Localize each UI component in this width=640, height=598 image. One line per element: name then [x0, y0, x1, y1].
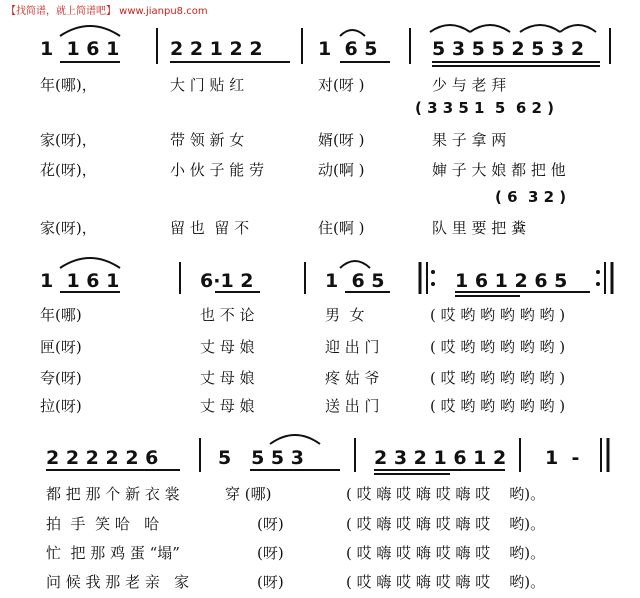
s1-l1-d: 少 与 老 拜 [432, 76, 507, 94]
s2-measure-2: 6·1 2 [200, 270, 254, 292]
s2-l3-b: 丈 母 娘 [200, 369, 255, 387]
s1-l1-b: 大 门 贴 红 [170, 76, 245, 94]
s1-l4-a: 家(呀)， [40, 219, 97, 237]
s2-l2-b: 丈 母 娘 [200, 338, 255, 356]
s2-l1-d: ( 哎 哟 哟 哟 哟 哟 ) [430, 306, 566, 324]
watermark: 【找简谱，就上简谱吧】 www.jianpu8.com [6, 6, 208, 17]
s2-l4-c: 送 出 门 [325, 397, 380, 415]
s2-l3-c: 疼 姑 爷 [325, 369, 380, 387]
s2-l1-c: 男 女 [325, 306, 365, 324]
s2-l1-a: 年(哪) [40, 306, 82, 324]
s1-measure-3: 1 6 5 [318, 38, 378, 60]
s3-l1-a: 都 把 那 个 新 衣 裳 [46, 485, 180, 503]
s1-alt-notes-2: ( 6 3 2 ) [495, 188, 567, 206]
s2-l2-c: 迎 出 门 [325, 338, 380, 356]
s1-l2-a: 家(呀)， [40, 131, 97, 149]
s1-l4-b: 留 也 留 不 [170, 219, 250, 237]
s3-l4-b: (呀) [257, 573, 284, 591]
s1-l2-b: 带 领 新 女 [170, 131, 245, 149]
s2-l4-a: 拉(呀) [40, 397, 82, 415]
s2-l3-d: ( 哎 哟 哟 哟 哟 哟 ) [430, 369, 566, 387]
s1-l4-d: 队 里 要 把 糞 [432, 219, 527, 237]
s1-measure-1: 1 1 6 1 [40, 38, 120, 60]
s1-l2-c: 婿(呀 ) [318, 131, 365, 149]
s2-measure-4: 1 6 1 2 6 5 [455, 270, 568, 292]
s1-l3-b: 小 伙 子 能 劳 [170, 161, 265, 179]
s1-alt-notes-1: ( 3 3 5 1 5 6 2 ) [415, 99, 554, 117]
s2-measure-1: 1 1 6 1 [40, 270, 120, 292]
s1-l4-c: 住(啊 ) [318, 219, 365, 237]
s1-l3-d: 婶 子 大 娘 都 把 他 [432, 161, 566, 179]
s2-l2-a: 匣(呀) [40, 338, 82, 356]
s1-l2-d: 果 子 拿 两 [432, 131, 507, 149]
s1-measure-2: 2 2 1 2 2 [170, 38, 263, 60]
s3-l2-a: 拍 手 笑 哈 哈 [46, 515, 160, 533]
s3-l1-b: 穿 (哪) [225, 485, 272, 503]
s3-measure-1: 2 2 2 2 2 6 [46, 447, 159, 469]
s1-measure-4: 5 3 5 5 2 5 3 2 [432, 38, 585, 60]
s3-l4-c: ( 哎 嗨 哎 嗨 哎 嗨 哎 哟)。 [346, 573, 546, 591]
s3-l3-a: 忙 把 那 鸡 蛋 “塌” [46, 544, 180, 562]
s2-l2-d: ( 哎 哟 哟 哟 哟 哟 ) [430, 338, 566, 356]
s3-l2-b: (呀) [257, 515, 284, 533]
s3-measure-4: 1 - [545, 447, 580, 469]
s2-l4-d: ( 哎 哟 哟 哟 哟 哟 ) [430, 397, 566, 415]
s3-l2-c: ( 哎 嗨 哎 嗨 哎 嗨 哎 哟)。 [346, 515, 546, 533]
s2-measure-3: 1 6 5 [325, 270, 385, 292]
s2-l4-b: 丈 母 娘 [200, 397, 255, 415]
s1-l1-c: 对(呀 ) [318, 76, 365, 94]
s1-l3-a: 花(呀)， [40, 161, 97, 179]
s3-measure-2: 5 5 5 3 [218, 447, 304, 469]
s2-l3-a: 夸(呀) [40, 369, 82, 387]
s1-l1-a: 年(哪)， [40, 76, 97, 94]
s3-l3-c: ( 哎 嗨 哎 嗨 哎 嗨 哎 哟)。 [346, 544, 546, 562]
s3-l4-a: 问 候 我 那 老 亲 家 [46, 573, 190, 591]
s2-l1-b: 也 不 论 [200, 306, 255, 324]
s1-l3-c: 动(啊 ) [318, 161, 365, 179]
s3-l1-c: ( 哎 嗨 哎 嗨 哎 嗨 哎 哟)。 [346, 485, 546, 503]
s3-l3-b: (呀) [257, 544, 284, 562]
s3-measure-3: 2 3 2 1 6 1 2 [374, 447, 507, 469]
